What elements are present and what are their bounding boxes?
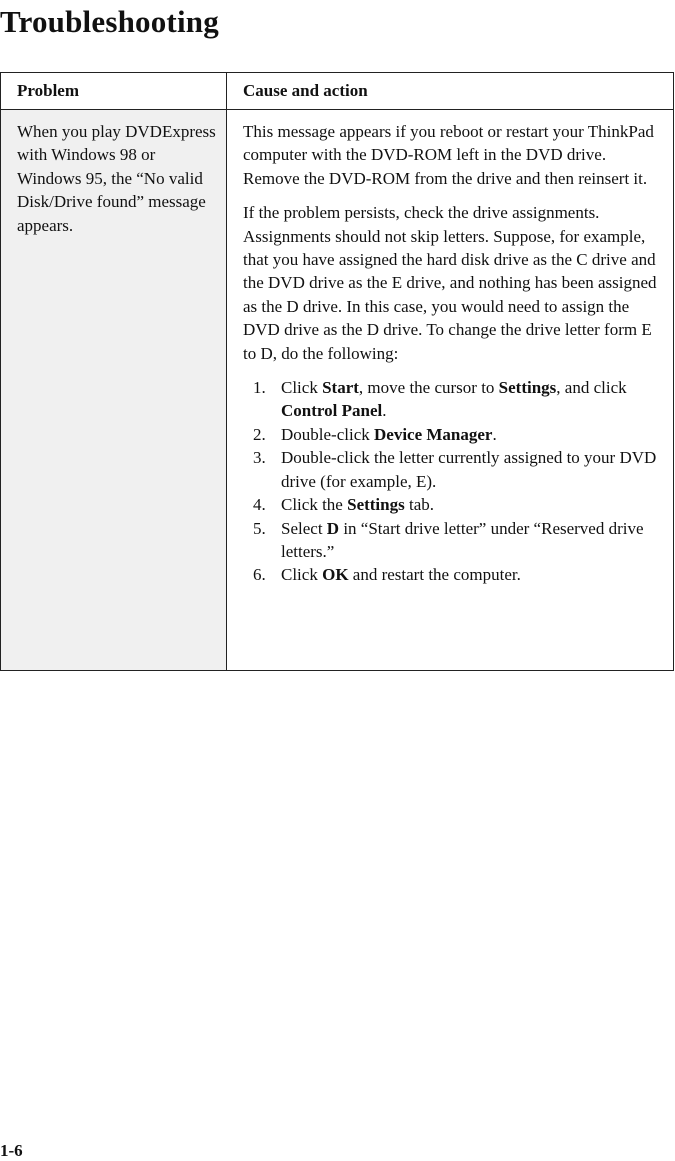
table-header-row [1,73,674,110]
step-item: 3. Double-click the letter currently assigned to your DVD drive (for example, E). [253,448,657,491]
step-item: 1. Click Start, move the cursor to Settings, and click Control Panel. [253,378,627,421]
step-number: 6. [253,565,266,585]
ui-term: Settings [498,378,557,398]
problem-cell [1,110,227,671]
header-cause-and-action: Cause and action [227,73,674,110]
ui-term: Control Panel [281,401,383,421]
step-item: 6. Click OK and restart the computer. [243,563,663,586]
step-item: 2. Double-click Device Manager. [243,423,663,446]
cause-cell [227,110,674,671]
troubleshooting-table [0,72,674,671]
ui-term: OK [322,565,349,585]
step-number: 4. [253,495,266,515]
ui-term: D [326,518,340,538]
step-item: 4. Click the Settings tab. [243,493,663,516]
step-item: 5. Select D in “Start drive letter” under “Reserved drive letters.” [253,518,644,561]
page-number: 1-6 [0,1141,23,1160]
page-title: Troubleshooting [0,4,219,39]
step-number: 3. [253,448,266,468]
ui-term: Settings [347,495,405,515]
step-number: 2. [253,424,266,444]
problem-description: When you play DVDExpress with Windows 98 or Windows 95, the “No valid Disk/Drive found” message appears. [17,122,216,235]
ui-term: Device Manager [374,424,493,444]
steps-list [243,376,663,587]
header-problem: Problem [1,73,227,110]
table-row [1,110,674,671]
cause-paragraph: This message appears if you reboot or restart your ThinkPad computer with the DVD-ROM left in the DVD drive. Remove the DVD-ROM from the drive and then reinsert it. [243,122,654,188]
cause-paragraph: If the problem persists, check the drive assignments. Assignments should not skip letters. Suppose, for example, that you have assigned the hard disk drive as the C drive and the DVD drive as the E drive, and nothing has been assigned as the D drive. In this case, you would need to assign the DVD drive as the D drive. To change the drive letter form E to D, do the following: [243,203,657,363]
ui-term: Start [322,378,359,398]
step-number: 1. [253,378,266,398]
step-number: 5. [253,518,266,538]
